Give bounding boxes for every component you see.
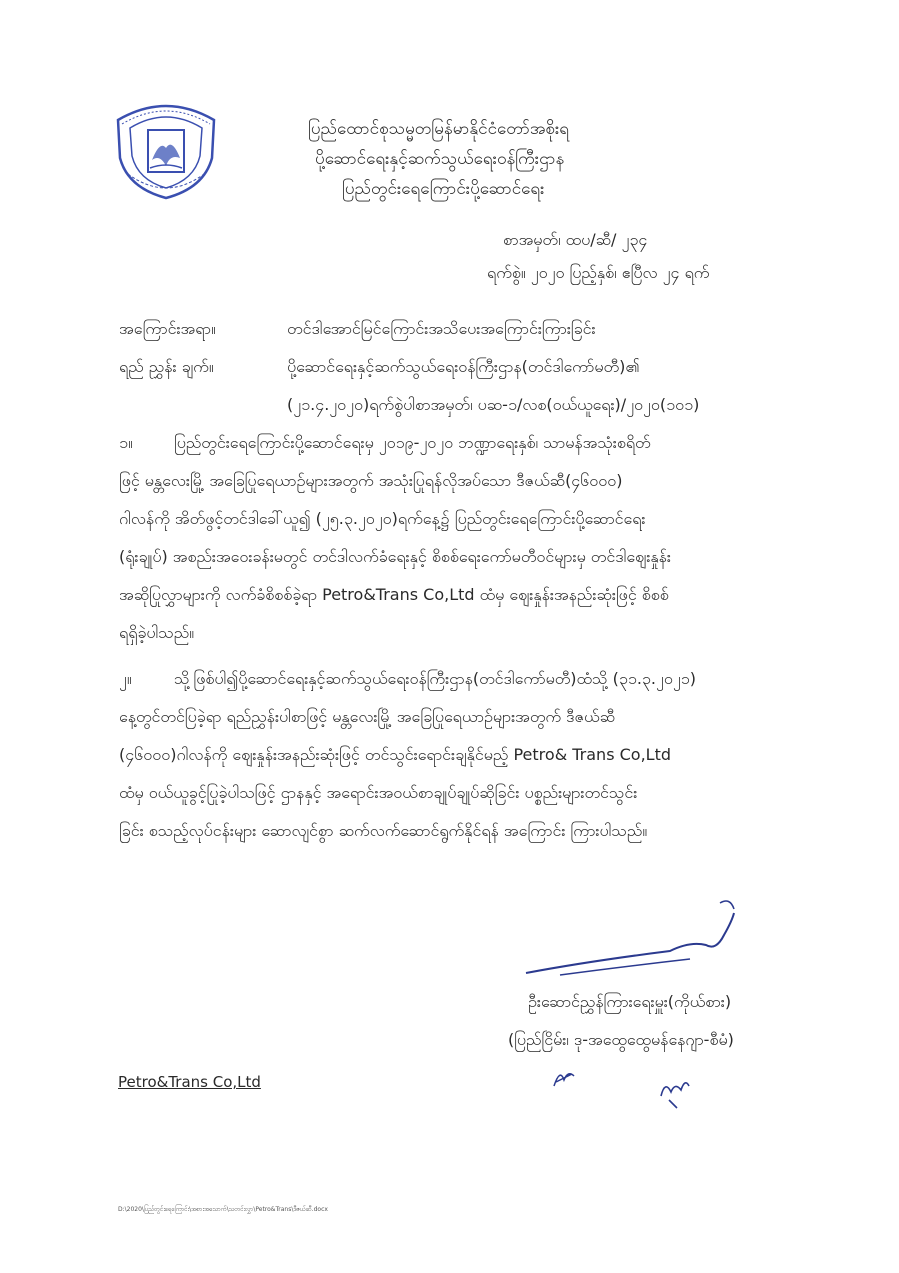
reference-line-1: ပို့ဆောင်ရေးနှင့်ဆက်သွယ်ရေးဝန်ကြီးဌာန(တင်ဒါကော်မတီ)၏ xyxy=(287,357,640,376)
reference-label: ရည် ညွှန်း ချက်။ xyxy=(119,357,214,376)
signature xyxy=(520,895,760,990)
reference-line-2: (၂၁.၄.၂၀၂၀)ရက်စွဲပါစာအမှတ်၊ ပဆ-၁/လစ(ဝယ်ယူရေး)/၂၀၂၀(၁၀၁) xyxy=(287,395,700,414)
initials-mark xyxy=(655,1070,695,1110)
letter-number: စာအမှတ်၊ ထပ/ဆီ/ ၂၃၄ xyxy=(503,230,648,249)
signatory-name: ဦးဆောင်ညွှန်ကြားရေးမှူး(ကိုယ်စား) xyxy=(528,992,732,1011)
subject-label: အကြောင်းအရာ။ xyxy=(119,319,216,338)
paragraph-2-line: ထံမှ ဝယ်ယူခွင့်ပြုခဲ့ပါသဖြင့် ဌာနနှင့် အရောင်းအဝယ်စာချုပ်ချုပ်ဆိုခြင်း ပစ္စည်းများတင်သွင်း xyxy=(119,783,638,802)
subject-text: တင်ဒါအောင်မြင်ကြောင်းအသိပေးအကြောင်းကြားခြင်း xyxy=(287,319,596,338)
signatory-title: (ပြည်ငြိမ်း၊ ဒု-အထွေထွေမန်နေဂျာ-စီမံ) xyxy=(508,1030,734,1049)
paragraph-1-line: ရရှိခဲ့ပါသည်။ xyxy=(119,623,195,642)
paragraph-2-line: ခြင်း စသည့်လုပ်ငန်းများ ဆောလျင်စွာ ဆက်လက်ဆောင်ရွက်နိုင်ရန် အကြောင်း ကြားပါသည်။ xyxy=(119,821,648,840)
paragraph-2-line: (၄၆၀၀၀)ဂါလန်ကို ဈေးနှုန်းအနည်းဆုံးဖြင့် တင်သွင်းရောင်းချနိုင်မည့် Petro& Trans Co,Ltd xyxy=(119,745,672,764)
paragraph-1-number: ၁။ xyxy=(119,433,133,452)
paragraph-2-number: ၂။ xyxy=(119,669,132,688)
paragraph-1-line: (ရုံးချုပ်) အစည်းအဝေးခန်းမတွင် တင်ဒါလက်ခံရေးနှင့် စိစစ်ရေးကော်မတီဝင်များမှ တင်ဒါဈေးနှုန်း xyxy=(119,547,671,566)
letter-date: ရက်စွဲ။ ၂၀၂၀ ပြည့်နှစ်၊ ဧပြီလ ၂၄ ရက် xyxy=(487,263,710,282)
paragraph-1-line: ဂါလန်ကို အိတ်ဖွင့်တင်ဒါခေါ်ယူ၍ (၂၅.၃.၂၀၂၀)ရက်နေ့၌ ပြည်တွင်းရေကြောင်းပို့ဆောင်ရေး xyxy=(119,509,646,528)
initials-mark xyxy=(550,1062,580,1092)
paragraph-1-line: ပြည်တွင်းရေကြောင်းပို့ဆောင်ရေးမှ ၂၀၁၉-၂၀၂၀ ဘဏ္ဍာရေးနှစ်၊ သာမန်အသုံးစရိတ် xyxy=(174,433,651,452)
paragraph-2-line: နေ့တွင်တင်ပြခဲ့ရာ ရည်ညွှန်းပါစာဖြင့် မန္တလေးမြို့ အခြေပြုရေယာဉ်များအတွက် ဒီဇယ်ဆီ xyxy=(119,707,616,726)
department-title: ပြည်တွင်းရေကြောင်းပို့ဆောင်ရေး xyxy=(342,179,545,199)
paragraph-1-line: ဖြင့် မန္တလေးမြို့ အခြေပြုရေယာဉ်များအတွက် အသုံးပြုရန်လိုအပ်သော ဒီဇယ်ဆီ(၄၆၀၀၀) xyxy=(119,471,623,490)
ministry-title: ပို့ဆောင်ရေးနှင့်ဆက်သွယ်ရေးဝန်ကြီးဌာန xyxy=(315,149,565,169)
paragraph-1-line: အဆိုပြုလွှာများကို လက်ခံစိစစ်ခဲ့ရာ Petro&Trans Co,Ltd ထံမှ ဈေးနှုန်းအနည်းဆုံးဖြင့် စိစစ် xyxy=(119,585,669,604)
paragraph-2-line: သို့ဖြစ်ပါ၍ပို့ဆောင်ရေးနှင့်ဆက်သွယ်ရေးဝန်ကြီးဌာန(တင်ဒါကော်မတီ)ထံသို့ (၃၁.၃.၂၀၂၁) xyxy=(174,669,696,688)
recipient: Petro&Trans Co,Ltd xyxy=(118,1073,261,1091)
gov-title: ပြည်ထောင်စုသမ္မတမြန်မာနိုင်ငံတော်အစိုးရ xyxy=(308,119,570,139)
department-seal xyxy=(108,100,224,200)
file-path: D:\2020\ပြည်တွင်းရေကြောင်း\အစားအသောက်\သတင်းလွှာ\Petro&Trans\ဒီဇယ်ဆီ.docx xyxy=(118,1206,328,1213)
